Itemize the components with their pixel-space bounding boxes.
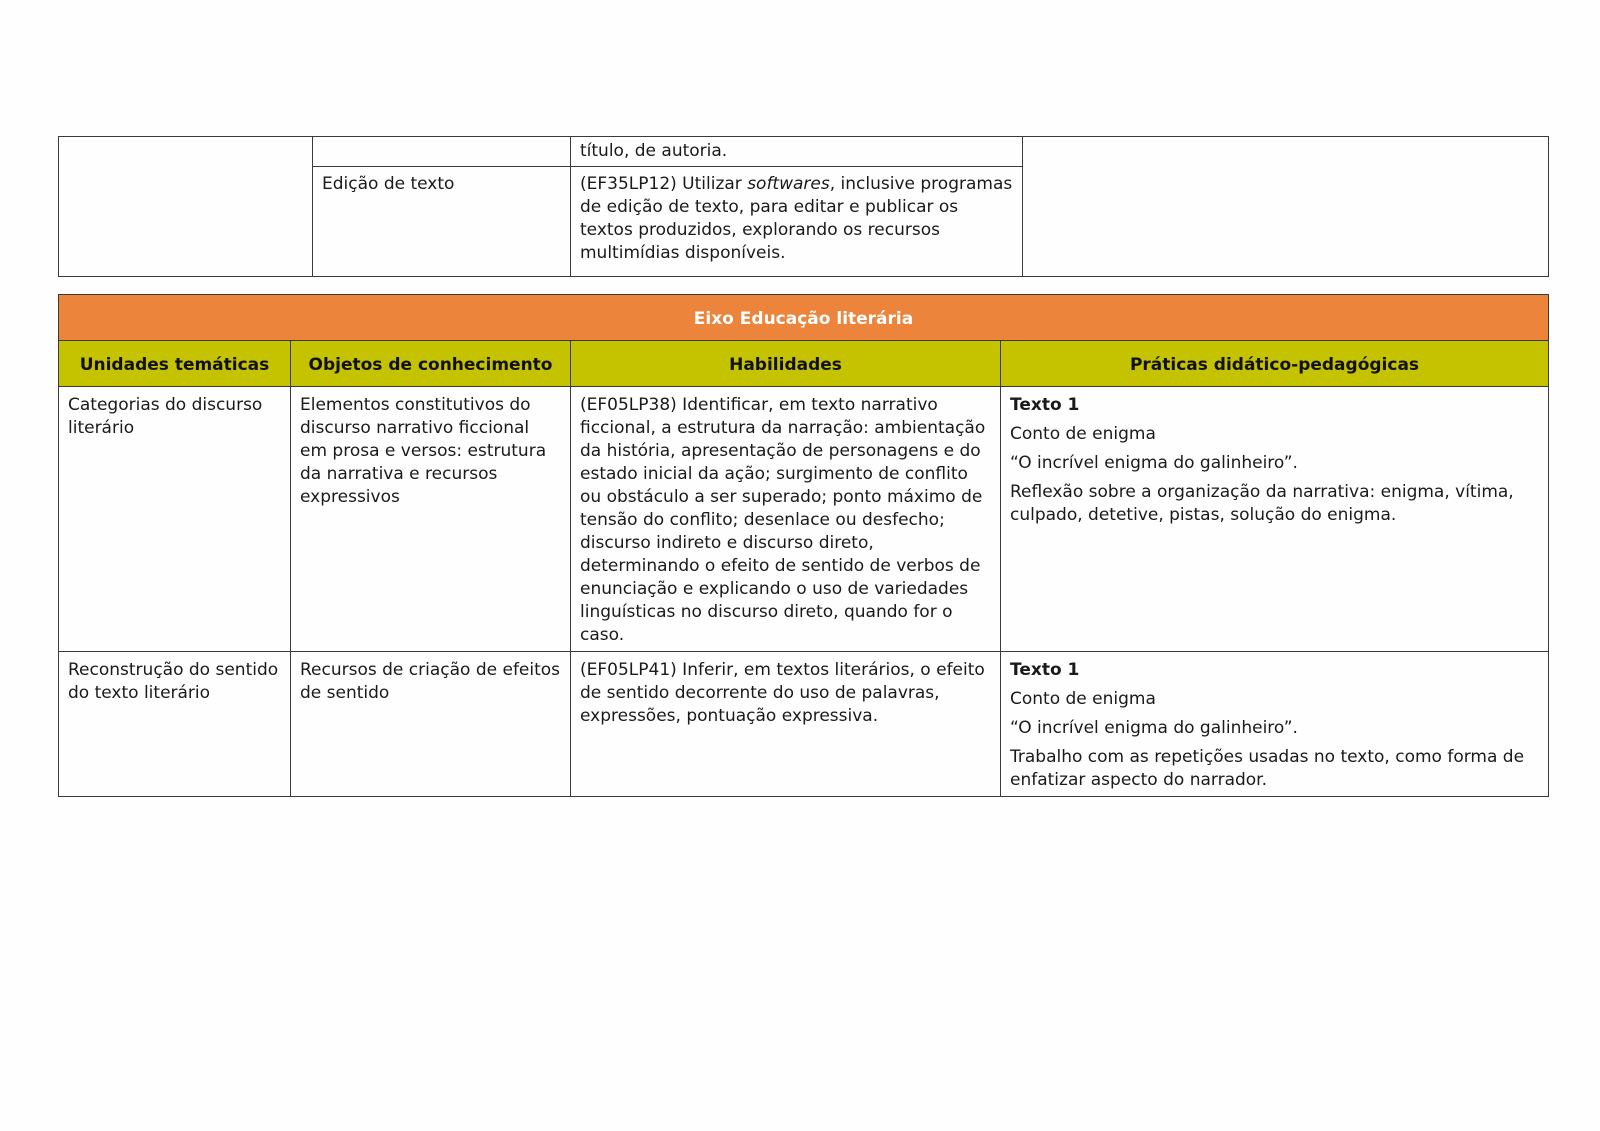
empty-unidade-cell (59, 137, 313, 277)
empty-pratica-cell (1023, 137, 1549, 277)
unidade-cell: Categorias do discurso literário (59, 387, 291, 652)
pratica-description: Trabalho com as repetições usadas no texto, como forma de enfatizar aspecto do narrador. (1010, 747, 1525, 790)
unidade-cell: Reconstrução do sentido do texto literário (59, 652, 291, 797)
objeto-cell: Edição de texto (313, 167, 571, 277)
table-row (59, 652, 1549, 797)
habilidade-emphasis: softwares (747, 174, 830, 194)
header-habilidades: Habilidades (571, 341, 1001, 387)
pratica-title: Texto 1 (1010, 395, 1080, 415)
header-objetos: Objetos de conhecimento (291, 341, 571, 387)
axis-title: Eixo Educação literária (59, 295, 1549, 341)
habilidade-code: (EF35LP12) Utilizar (580, 174, 748, 194)
literary-education-table (58, 294, 1549, 797)
pratica-genre: Conto de enigma (1010, 689, 1156, 709)
habilidade-cell (571, 167, 1023, 277)
header-praticas: Práticas didático-pedagógicas (1001, 341, 1549, 387)
habilidade-cell: (EF05LP41) Inferir, em textos literários, o efeito de sentido decorrente do uso de palavras, expressões, pontuação expressiva. (571, 652, 1001, 797)
pratica-cell (1001, 387, 1549, 652)
header-unidades: Unidades temáticas (59, 341, 291, 387)
habilidade-cell: título, de autoria. (571, 137, 1023, 167)
objeto-cell: Recursos de criação de efeitos de sentido (291, 652, 571, 797)
pratica-work: “O incrível enigma do galinheiro”. (1010, 718, 1298, 738)
pratica-work: “O incrível enigma do galinheiro”. (1010, 453, 1298, 473)
continuation-table (58, 136, 1549, 277)
objeto-cell: Elementos constitutivos do discurso narrativo ficcional em prosa e versos: estrutura da narrativa e recursos expressivos (291, 387, 571, 652)
habilidade-rest: , inclusive programas de edição de texto, para editar e publicar os textos produzidos, explorando os recursos multimídias disponíveis. (580, 174, 1013, 263)
pratica-description: Reflexão sobre a organização da narrativa: enigma, vítima, culpado, detetive, pistas, solução do enigma. (1010, 482, 1514, 525)
pratica-genre: Conto de enigma (1010, 424, 1156, 444)
habilidade-cell: (EF05LP38) Identificar, em texto narrativo ficcional, a estrutura da narração: ambientação da história, apresentação de personagens e do estado inicial da ação; surgimento de conflito ou obstáculo a ser superado; ponto máximo de tensão do conflito; desenlace ou desfecho; discurso indireto e discurso direto, determinando o efeito de sentido de verbos de enunciação e explicando o uso de variedades linguísticas no discurso direto, quando for o caso. (571, 387, 1001, 652)
table-row (59, 387, 1549, 652)
pratica-title: Texto 1 (1010, 660, 1080, 680)
empty-objeto-cell (313, 137, 571, 167)
pratica-cell (1001, 652, 1549, 797)
